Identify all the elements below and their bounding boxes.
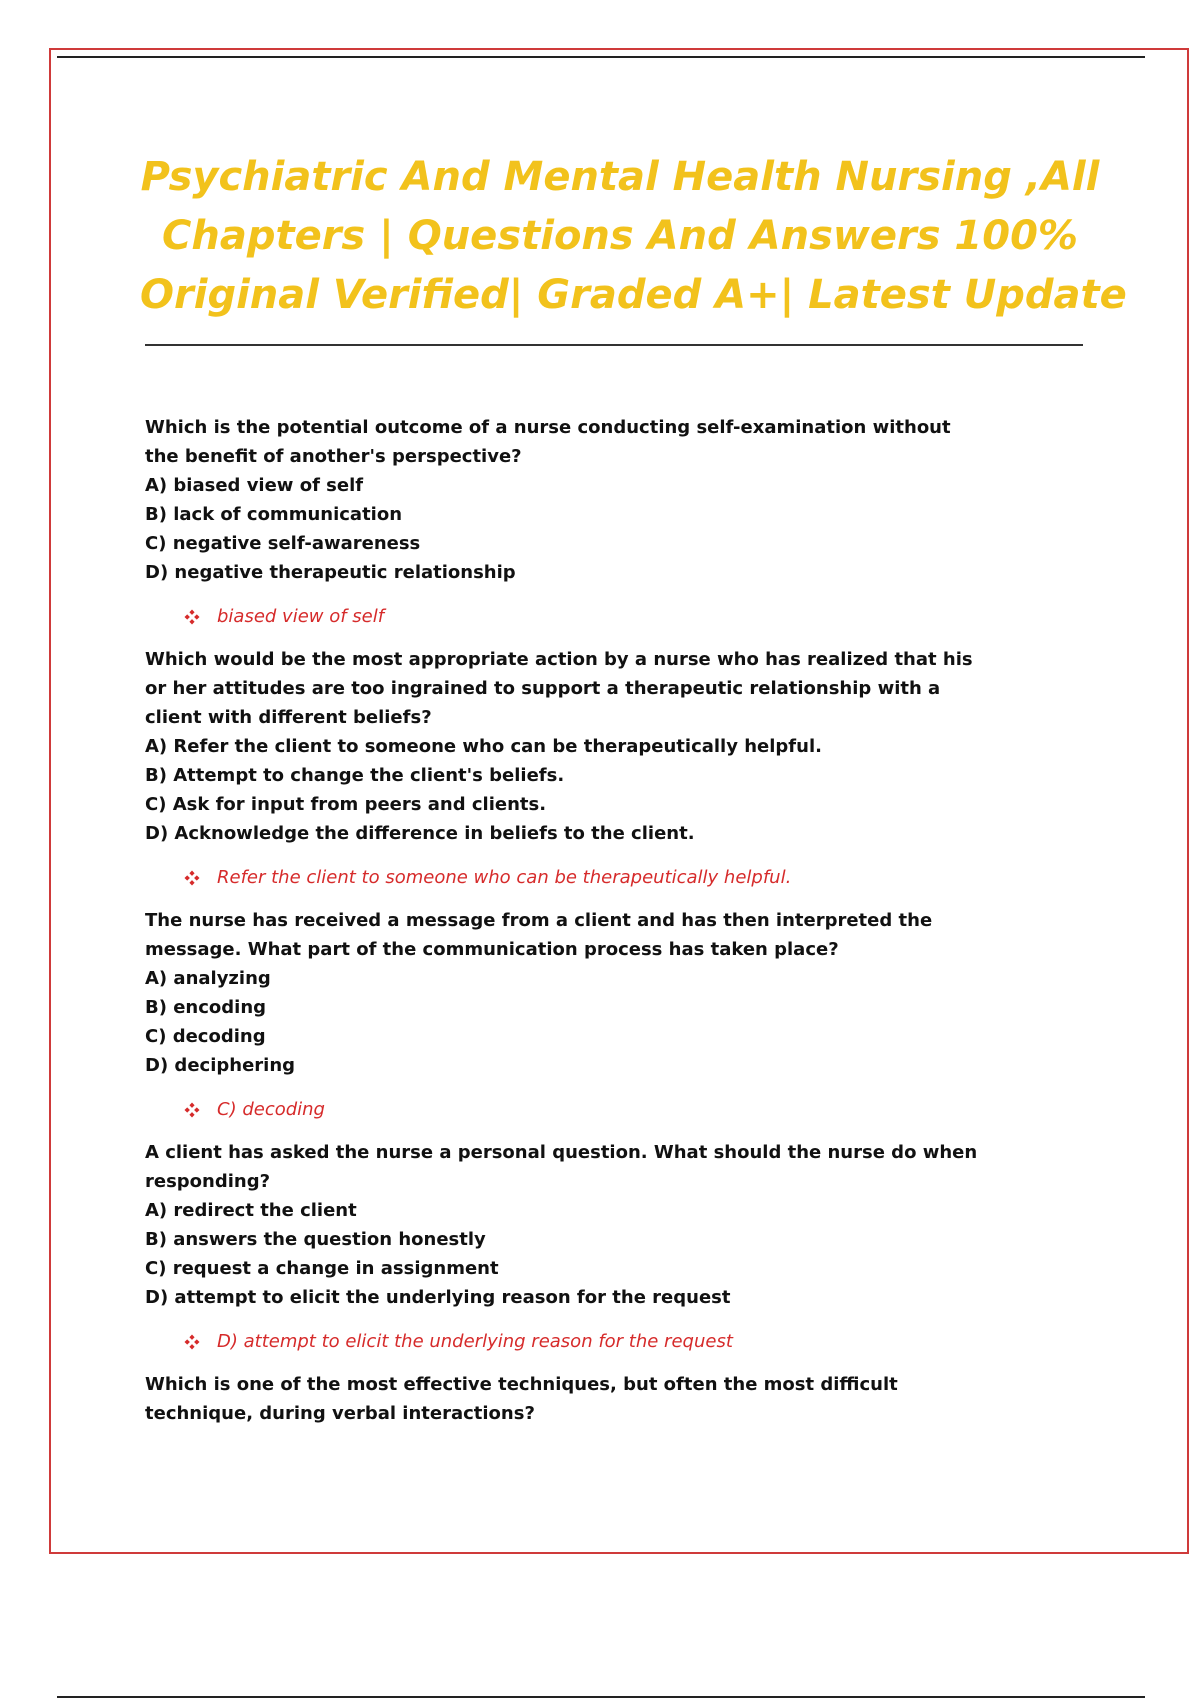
- question-text: Which is one of the most effective techniques, but often the most difficult: [145, 1374, 898, 1395]
- question-block: [145, 1138, 1045, 1357]
- correct-answer: [183, 1095, 1045, 1125]
- question-text: Which would be the most appropriate action by a nurse who has realized that his: [145, 649, 973, 670]
- question-block: [145, 1370, 1045, 1428]
- top-divider: [57, 56, 1145, 58]
- question-text: responding?: [145, 1171, 271, 1192]
- diamond-bullet-icon: [183, 602, 201, 632]
- question-list: [145, 413, 1045, 1428]
- question-text: message. What part of the communication process has taken place?: [145, 939, 839, 960]
- question-text: Which is the potential outcome of a nurse conducting self-examination without: [145, 417, 951, 438]
- title-line: Psychiatric And Mental Health Nursing ,All: [140, 154, 1100, 200]
- answer-option: C) Ask for input from peers and clients.: [145, 794, 547, 815]
- question-text: A client has asked the nurse a personal question. What should the nurse do when: [145, 1142, 978, 1163]
- bottom-divider: [57, 1696, 1145, 1698]
- answer-text: biased view of self: [217, 606, 385, 627]
- question-text: the benefit of another's perspective?: [145, 446, 522, 467]
- answer-option: C) request a change in assignment: [145, 1258, 499, 1279]
- answer-option: A) Refer the client to someone who can be therapeutically helpful.: [145, 736, 822, 757]
- title-line: Original Verified| Graded A+| Latest Update: [140, 272, 1127, 318]
- title-underline: [145, 344, 1083, 346]
- option-list: [145, 964, 1045, 1080]
- answer-option: B) encoding: [145, 997, 267, 1018]
- answer-text: Refer the client to someone who can be therapeutically helpful.: [217, 867, 792, 888]
- question-block: [145, 906, 1045, 1125]
- answer-option: D) negative therapeutic relationship: [145, 562, 516, 583]
- answer-option: A) analyzing: [145, 968, 271, 989]
- answer-text: C) decoding: [217, 1099, 325, 1120]
- answer-option: D) deciphering: [145, 1055, 296, 1076]
- option-list: [145, 1196, 1045, 1312]
- question-text: technique, during verbal interactions?: [145, 1403, 535, 1424]
- correct-answer: [183, 1327, 1045, 1357]
- answer-option: C) decoding: [145, 1026, 266, 1047]
- answer-option: A) redirect the client: [145, 1200, 357, 1221]
- question-text: or her attitudes are too ingrained to support a therapeutic relationship with a: [145, 678, 941, 699]
- question-text: The nurse has received a message from a client and has then interpreted the: [145, 910, 933, 931]
- question-text: client with different beliefs?: [145, 707, 432, 728]
- title-line: Chapters | Questions And Answers 100%: [162, 213, 1078, 259]
- option-list: [145, 732, 1045, 848]
- diamond-bullet-icon: [183, 1327, 201, 1357]
- answer-option: B) lack of communication: [145, 504, 403, 525]
- question-block: [145, 645, 1045, 893]
- question-block: [145, 413, 1045, 632]
- correct-answer: [183, 602, 1045, 632]
- answer-option: B) Attempt to change the client's beliefs.: [145, 765, 565, 786]
- document-title: [140, 148, 1127, 325]
- correct-answer: [183, 863, 1045, 893]
- answer-text: D) attempt to elicit the underlying reason for the request: [217, 1331, 733, 1352]
- answer-option: D) attempt to elicit the underlying reason for the request: [145, 1287, 731, 1308]
- diamond-bullet-icon: [183, 1095, 201, 1125]
- option-list: [145, 471, 1045, 587]
- answer-option: C) negative self-awareness: [145, 533, 421, 554]
- answer-option: A) biased view of self: [145, 475, 364, 496]
- diamond-bullet-icon: [183, 863, 201, 893]
- answer-option: B) answers the question honestly: [145, 1229, 486, 1250]
- answer-option: D) Acknowledge the difference in beliefs to the client.: [145, 823, 695, 844]
